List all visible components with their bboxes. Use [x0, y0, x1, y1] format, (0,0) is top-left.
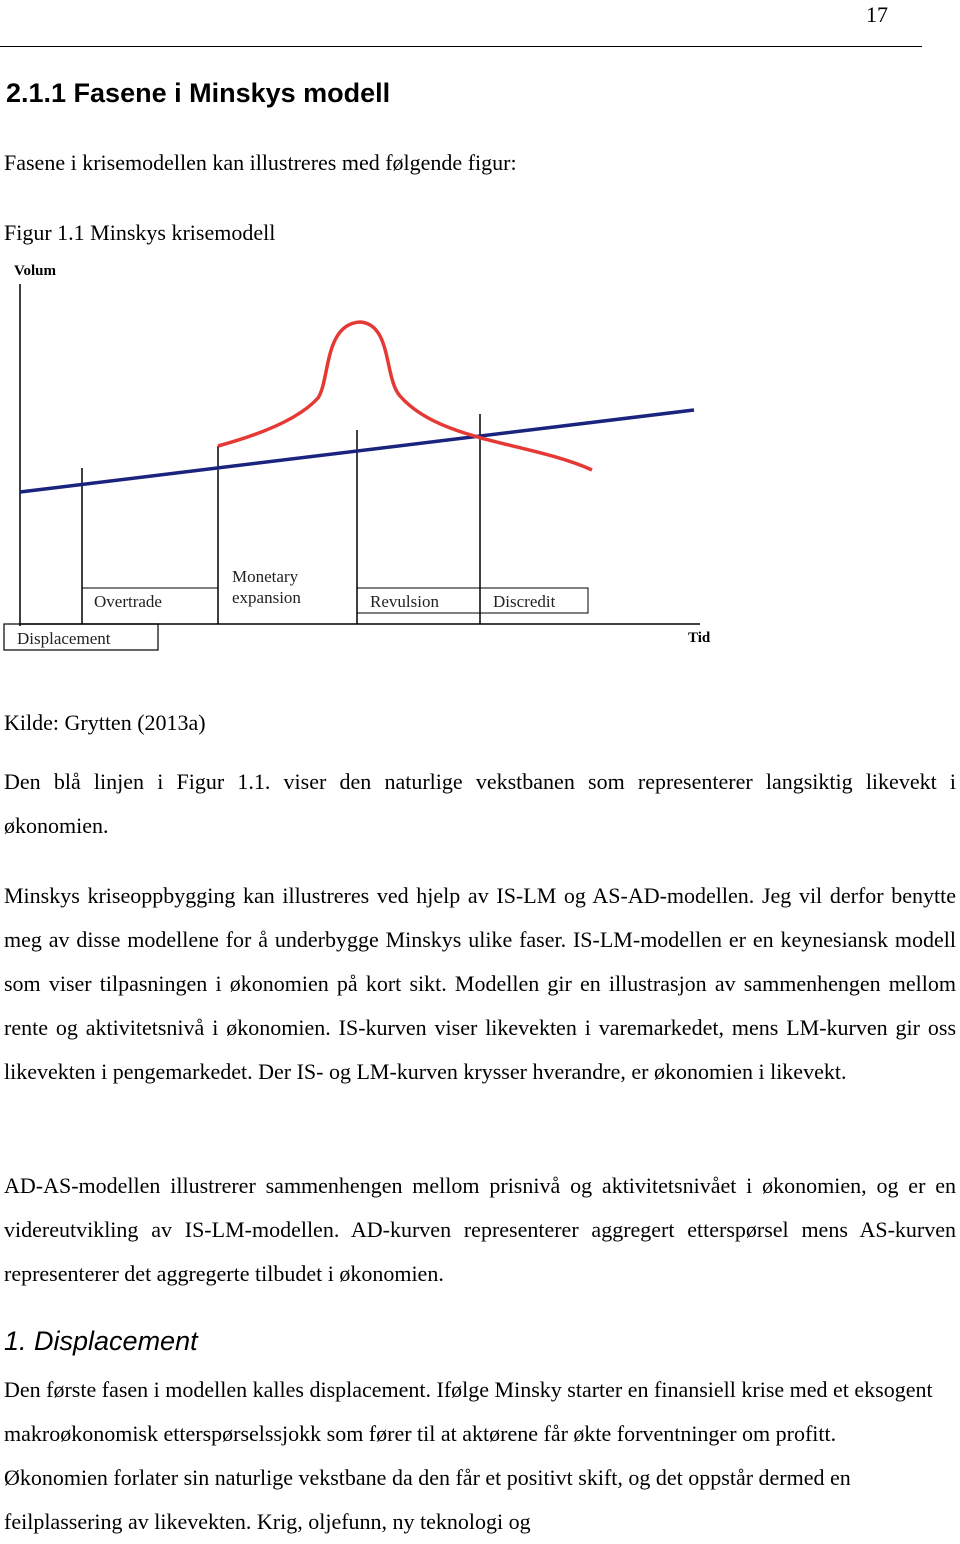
subheading-displacement: 1. Displacement — [4, 1326, 198, 1356]
figure-source: Kilde: Grytten (2013a) — [4, 710, 206, 735]
y-axis-label: Volum — [14, 263, 56, 279]
overtrade-label: Overtrade — [94, 592, 162, 611]
page-number: 17 — [866, 2, 888, 27]
figure-caption: Figur 1.1 Minskys krisemodell — [4, 220, 276, 245]
revulsion-label: Revulsion — [370, 592, 439, 611]
monetary-label-line1: Monetary — [232, 567, 299, 586]
monetary-label-line2: expansion — [232, 588, 301, 607]
discredit-label: Discredit — [493, 592, 556, 611]
crisis-curve — [218, 322, 592, 470]
section-heading: 2.1.1 Fasene i Minskys modell — [6, 78, 391, 108]
paragraph-displacement: Den første fasen i modellen kalles displacement. Ifølge Minsky starter en finansiell krise med et eksogent makroøkonomisk etterspørselssjokk som fører til at aktørene får økte forventninger om profitt. Økonomien forlater sin naturlige vekstbane da den får et positivt skift, og det oppstår dermed en feilplassering av likevekten. Krig, oljefunn, ny teknologi og — [4, 1377, 933, 1534]
paragraph-3: AD-AS-modellen illustrerer sammenhengen mellom prisnivå og aktivitetsnivået i økonomien, og er en videreutvikling av IS-LM-modellen. AD-kurven representerer aggregert etterspørsel mens AS-kurven representerer det aggregerte tilbudet i økonomien. — [4, 1173, 956, 1286]
paragraph-2: Minskys kriseoppbygging kan illustreres ved hjelp av IS-LM og AS-AD-modellen. Jeg vil derfor benytte meg av disse modellene for å underbygge Minskys ulike faser. IS-LM-modellen er en keynesiansk modell som viser tilpasningen i økonomien på kort sikt. Modellen gir en illustrasjon av sammenhengen mellom rente og aktivitetsnivå i økonomien. IS-kurven viser likevekten i varemarkedet, mens LM-kurven gir oss likevekten i pengemarkedet. Der IS- og LM-kurven krysser hverandre, er økonomien i likevekt. — [4, 883, 956, 1084]
minsky-diagram — [0, 256, 730, 656]
paragraph-1: Den blå linjen i Figur 1.1. viser den naturlige vekstbanen som representerer langsiktig likevekt i økonomien. — [4, 769, 956, 838]
intro-text: Fasene i krisemodellen kan illustreres med følgende figur: — [4, 150, 517, 175]
displacement-label: Displacement — [17, 629, 111, 648]
x-axis-label: Tid — [688, 630, 711, 646]
header-rule — [0, 46, 922, 47]
